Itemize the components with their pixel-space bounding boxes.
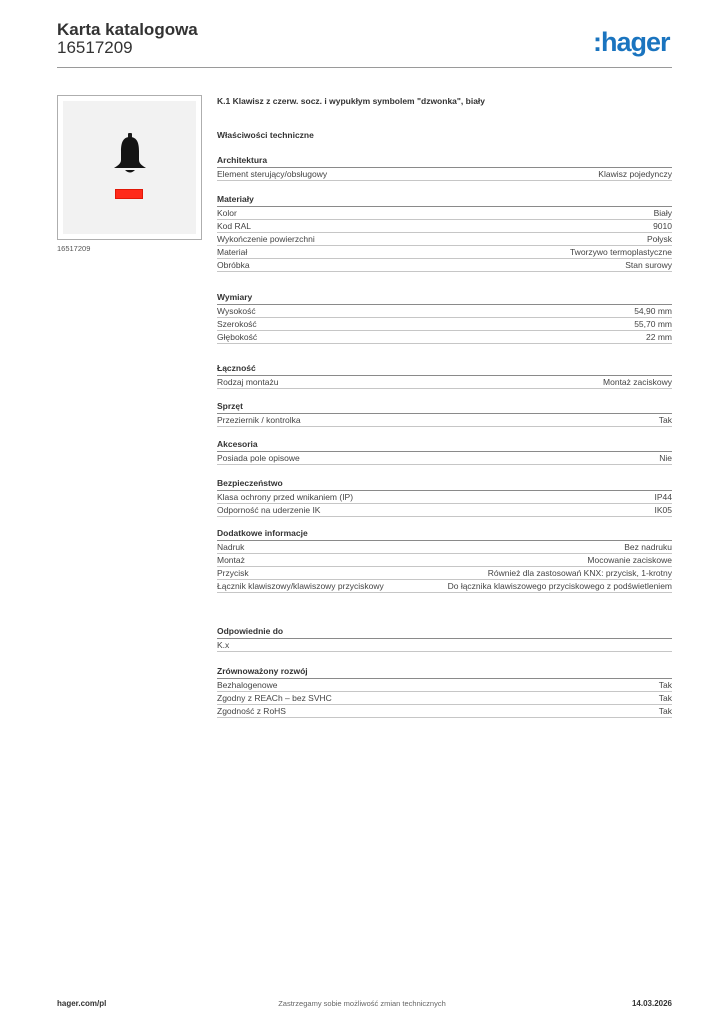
property-label: Kolor xyxy=(217,208,237,218)
footer-date: 14.03.2026 xyxy=(631,999,672,1008)
property-value: Mocowanie zaciskowe xyxy=(587,555,672,565)
property-row xyxy=(217,305,672,318)
section-heading: Łączność xyxy=(217,362,672,376)
section-1 xyxy=(217,193,672,272)
property-row xyxy=(217,233,672,246)
property-label: Przeziernik / kontrolka xyxy=(217,415,301,425)
property-row xyxy=(217,318,672,331)
property-row xyxy=(217,705,672,718)
property-label: Łącznik klawiszowy/klawiszowy przyciskowy xyxy=(217,581,384,591)
bell-icon xyxy=(111,133,149,175)
property-value: Do łącznika klawiszowego przyciskowego z podświetleniem xyxy=(447,581,672,591)
property-value: Nie xyxy=(659,453,672,463)
product-name: K.1 Klawisz z czerw. socz. i wypukłym symbolem "dzwonka", biały xyxy=(217,96,486,106)
header-divider xyxy=(57,67,672,68)
footer-website: hager.com/pl xyxy=(57,999,107,1008)
property-label: Materiał xyxy=(217,247,248,257)
section-heading: Wymiary xyxy=(217,291,672,305)
property-label: Montaż xyxy=(217,555,245,565)
property-label: Klasa ochrony przed wnikaniem (IP) xyxy=(217,492,354,502)
property-row xyxy=(217,504,672,517)
section-heading: Bezpieczeństwo xyxy=(217,477,672,491)
property-value: 54,90 mm xyxy=(634,306,672,316)
property-row xyxy=(217,452,672,465)
property-value: Połysk xyxy=(646,234,672,244)
property-label: Szerokość xyxy=(217,319,257,329)
property-row xyxy=(217,491,672,504)
red-indicator-lens xyxy=(115,189,143,199)
section-3 xyxy=(217,362,672,389)
section-7 xyxy=(217,527,672,593)
property-row xyxy=(217,692,672,705)
property-value: 9010 xyxy=(653,221,672,231)
article-number: 16517209 xyxy=(57,38,133,57)
property-label: Głębokość xyxy=(217,332,258,342)
property-value: Również dla zastosowań KNX: przycisk, 1-krotny xyxy=(487,568,672,578)
property-row xyxy=(217,331,672,344)
section-5 xyxy=(217,438,672,465)
property-row xyxy=(217,220,672,233)
property-row xyxy=(217,639,672,652)
section-heading: Architektura xyxy=(217,154,672,168)
property-value: IP44 xyxy=(654,492,672,502)
product-image xyxy=(63,101,196,234)
property-label: Obróbka xyxy=(217,260,250,270)
section-4 xyxy=(217,400,672,427)
property-label: Nadruk xyxy=(217,542,245,552)
property-label: Zgodność z RoHS xyxy=(217,706,286,716)
section-6 xyxy=(217,477,672,517)
property-label: Rodzaj montażu xyxy=(217,377,279,387)
property-value: Tak xyxy=(658,693,672,703)
property-row xyxy=(217,207,672,220)
hager-logo xyxy=(593,27,675,59)
section-heading: Dodatkowe informacje xyxy=(217,527,672,541)
property-row xyxy=(217,168,672,181)
property-row xyxy=(217,554,672,567)
property-row xyxy=(217,376,672,389)
property-row xyxy=(217,580,672,593)
property-value: 22 mm xyxy=(646,332,672,342)
section-heading: Odpowiednie do xyxy=(217,625,672,639)
property-label: Wykończenie powierzchni xyxy=(217,234,315,244)
property-value: Tworzywo termoplastyczne xyxy=(569,247,672,257)
image-caption: 16517209 xyxy=(57,244,91,253)
property-label: Zgodny z REACh – bez SVHC xyxy=(217,693,332,703)
property-row xyxy=(217,414,672,427)
property-value: Klawisz pojedynczy xyxy=(598,169,672,179)
property-label: Odporność na uderzenie IK xyxy=(217,505,321,515)
property-label: Kod RAL xyxy=(217,221,252,231)
section-heading: Materiały xyxy=(217,193,672,207)
property-label: Wysokość xyxy=(217,306,256,316)
property-label: K.x xyxy=(217,640,230,650)
section-2 xyxy=(217,291,672,344)
document-title: Karta katalogowa xyxy=(57,20,198,39)
section-8 xyxy=(217,625,672,652)
section-9 xyxy=(217,665,672,718)
property-value: Tak xyxy=(658,415,672,425)
property-value: 55,70 mm xyxy=(634,319,672,329)
property-value: Tak xyxy=(658,706,672,716)
product-image-frame xyxy=(57,95,202,240)
footer-disclaimer: Zastrzegamy sobie możliwość zmian technicznych xyxy=(278,999,446,1008)
section-0 xyxy=(217,154,672,181)
property-row xyxy=(217,246,672,259)
property-value: Stan surowy xyxy=(625,260,672,270)
property-value: Tak xyxy=(658,680,672,690)
logo-text: :hager xyxy=(593,27,670,57)
property-value: Bez nadruku xyxy=(624,542,672,552)
section-heading: Akcesoria xyxy=(217,438,672,452)
properties-heading: Właściwości techniczne xyxy=(217,130,314,140)
property-label: Posiada pole opisowe xyxy=(217,453,300,463)
section-heading: Zrównoważony rozwój xyxy=(217,665,672,679)
property-row xyxy=(217,679,672,692)
property-value: Montaż zaciskowy xyxy=(603,377,672,387)
property-row xyxy=(217,259,672,272)
property-row xyxy=(217,541,672,554)
property-label: Element sterujący/obsługowy xyxy=(217,169,328,179)
property-label: Bezhalogenowe xyxy=(217,680,278,690)
property-value: IK05 xyxy=(654,505,672,515)
property-value: Biały xyxy=(653,208,672,218)
property-row xyxy=(217,567,672,580)
property-label: Przycisk xyxy=(217,568,249,578)
section-heading: Sprzęt xyxy=(217,400,672,414)
